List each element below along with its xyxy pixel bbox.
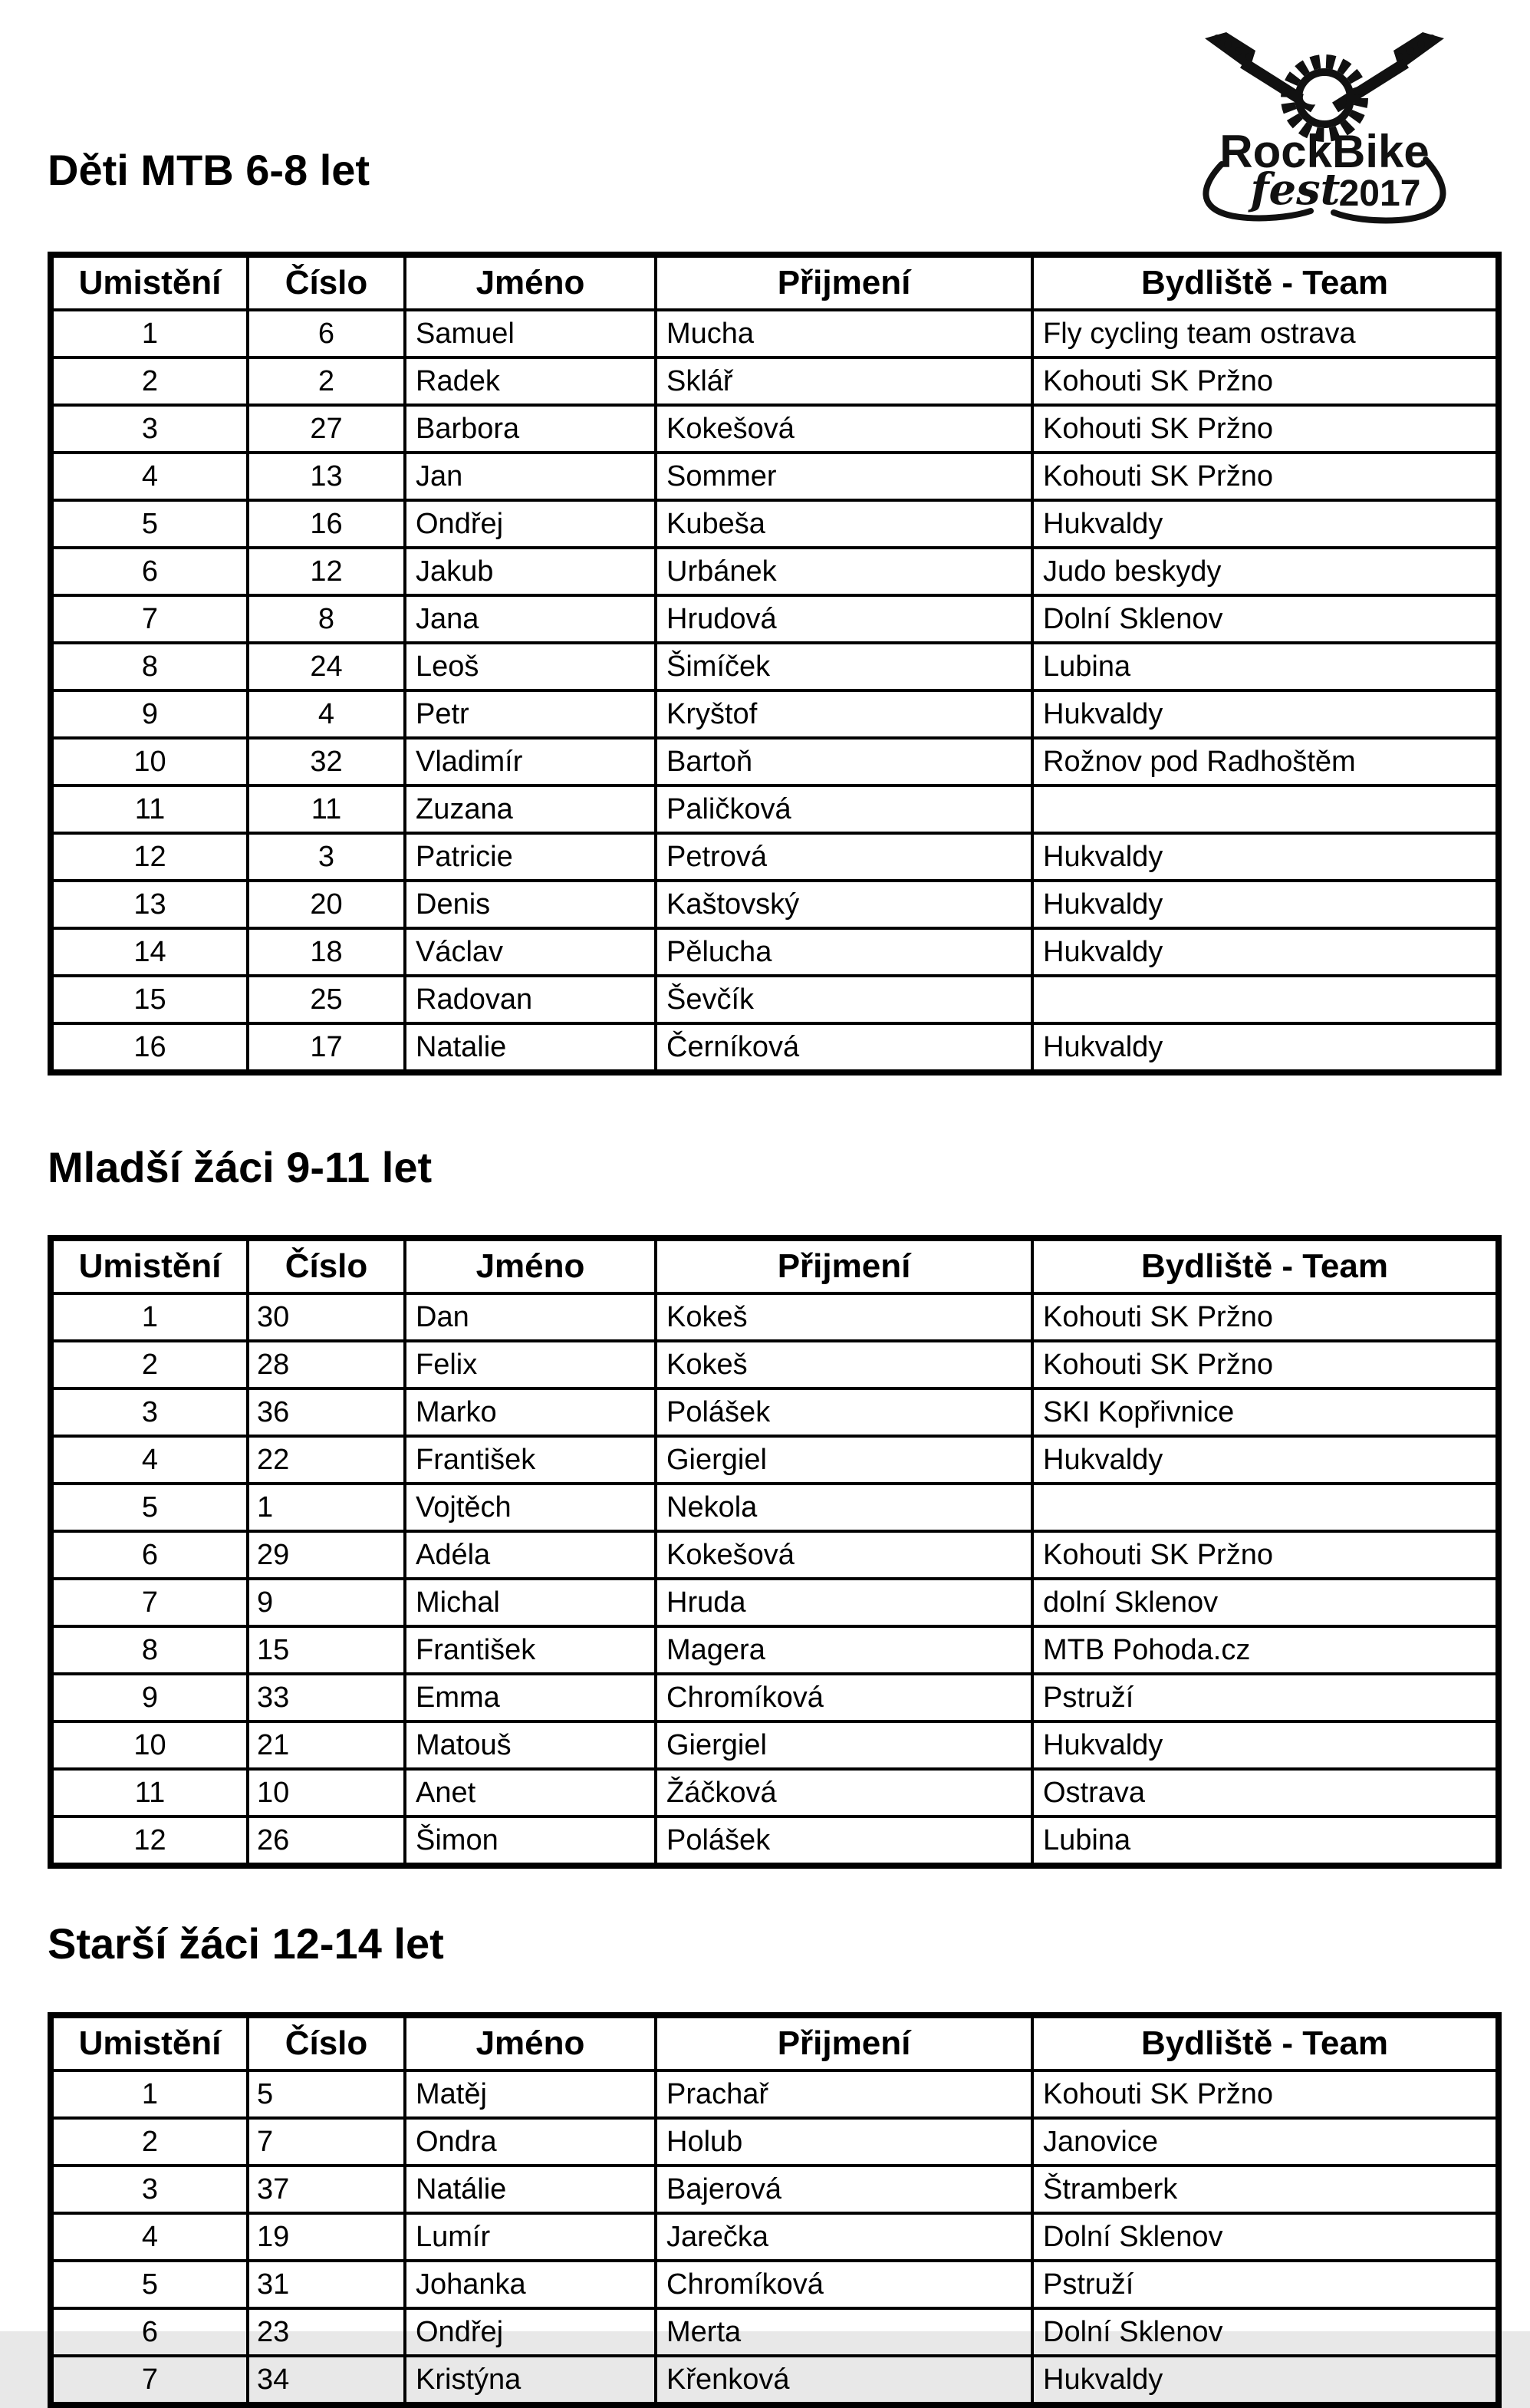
- cell-team: Hukvaldy: [1032, 2356, 1499, 2405]
- cell-place: 4: [51, 453, 248, 500]
- section-title: Mladší žáci 9-11 let: [48, 1143, 433, 1191]
- cell-firstname: Marko: [405, 1388, 656, 1436]
- cell-number: 10: [248, 1769, 405, 1817]
- cell-number: 33: [248, 1674, 405, 1721]
- table-row: [51, 2308, 1499, 2356]
- cell-team: Dolní Sklenov: [1032, 2213, 1499, 2261]
- cell-team: [1032, 786, 1499, 833]
- cell-number: 9: [248, 1579, 405, 1626]
- cell-firstname: Barbora: [405, 405, 656, 453]
- column-header: Bydliště - Team: [1032, 255, 1499, 310]
- cell-place: 5: [51, 1484, 248, 1531]
- cell-place: 2: [51, 1341, 248, 1388]
- cell-place: 9: [51, 1674, 248, 1721]
- cell-number: 23: [248, 2308, 405, 2356]
- table-row: [51, 2213, 1499, 2261]
- cell-surname: Kokeš: [656, 1293, 1032, 1341]
- cell-team: Rožnov pod Radhoštěm: [1032, 738, 1499, 786]
- cell-team: Lubina: [1032, 643, 1499, 690]
- cell-firstname: Kristýna: [405, 2356, 656, 2405]
- table-row: [51, 833, 1499, 881]
- table-row: [51, 1341, 1499, 1388]
- cell-place: 10: [51, 1721, 248, 1769]
- column-header: Umistění: [51, 1238, 248, 1293]
- cell-surname: Bajerová: [656, 2166, 1032, 2213]
- cell-team: Ostrava: [1032, 1769, 1499, 1817]
- cell-place: 1: [51, 2070, 248, 2118]
- table-row: [51, 2166, 1499, 2213]
- cell-place: 11: [51, 786, 248, 833]
- cell-firstname: Vojtěch: [405, 1484, 656, 1531]
- cell-number: 7: [248, 2118, 405, 2166]
- column-header: Jméno: [405, 255, 656, 310]
- cell-number: 19: [248, 2213, 405, 2261]
- cell-firstname: Felix: [405, 1341, 656, 1388]
- cell-place: 12: [51, 1817, 248, 1866]
- column-header: Přijmení: [656, 2015, 1032, 2070]
- cell-number: 11: [248, 786, 405, 833]
- table-row: [51, 2070, 1499, 2118]
- cell-number: 37: [248, 2166, 405, 2213]
- table-row: [51, 548, 1499, 595]
- cell-number: 18: [248, 928, 405, 976]
- cell-team: Hukvaldy: [1032, 1436, 1499, 1484]
- cell-number: 17: [248, 1023, 405, 1072]
- cell-team: Fly cycling team ostrava: [1032, 310, 1499, 357]
- cell-number: 25: [248, 976, 405, 1023]
- cell-surname: Hruda: [656, 1579, 1032, 1626]
- cell-number: 16: [248, 500, 405, 548]
- cell-team: Kohouti SK Pržno: [1032, 1293, 1499, 1341]
- cell-number: 21: [248, 1721, 405, 1769]
- cell-surname: Pělucha: [656, 928, 1032, 976]
- table-row: [51, 500, 1499, 548]
- cell-team: Hukvaldy: [1032, 500, 1499, 548]
- table-row: [51, 738, 1499, 786]
- cell-place: 3: [51, 2166, 248, 2213]
- cell-number: 1: [248, 1484, 405, 1531]
- cell-surname: Černíková: [656, 1023, 1032, 1072]
- table-row: [51, 310, 1499, 357]
- cell-place: 12: [51, 833, 248, 881]
- table-row: [51, 976, 1499, 1023]
- column-header: Přijmení: [656, 255, 1032, 310]
- cell-firstname: Lumír: [405, 2213, 656, 2261]
- table-row: [51, 1579, 1499, 1626]
- cell-firstname: Zuzana: [405, 786, 656, 833]
- table-row: [51, 2356, 1499, 2405]
- cell-number: 6: [248, 310, 405, 357]
- cell-surname: Paličková: [656, 786, 1032, 833]
- cell-team: Dolní Sklenov: [1032, 595, 1499, 643]
- cell-number: 32: [248, 738, 405, 786]
- logo-year: 2017: [1338, 173, 1421, 214]
- cell-firstname: Matouš: [405, 1721, 656, 1769]
- cell-surname: Giergiel: [656, 1436, 1032, 1484]
- cell-place: 6: [51, 2308, 248, 2356]
- logo-title: RockBike: [1219, 126, 1430, 177]
- cell-place: 15: [51, 976, 248, 1023]
- cell-place: 7: [51, 1579, 248, 1626]
- cell-surname: Kokešová: [656, 1531, 1032, 1579]
- cell-place: 6: [51, 548, 248, 595]
- cell-number: 36: [248, 1388, 405, 1436]
- cell-place: 3: [51, 405, 248, 453]
- cell-team: [1032, 1484, 1499, 1531]
- cell-place: 2: [51, 2118, 248, 2166]
- cell-team: Hukvaldy: [1032, 690, 1499, 738]
- cell-surname: Polášek: [656, 1388, 1032, 1436]
- cell-firstname: Petr: [405, 690, 656, 738]
- cell-surname: Polášek: [656, 1817, 1032, 1866]
- table-row: [51, 1531, 1499, 1579]
- cell-number: 13: [248, 453, 405, 500]
- table-row: [51, 1674, 1499, 1721]
- cell-team: Kohouti SK Pržno: [1032, 1341, 1499, 1388]
- cell-firstname: Ondřej: [405, 2308, 656, 2356]
- cell-surname: Šimíček: [656, 643, 1032, 690]
- cell-surname: Křenková: [656, 2356, 1032, 2405]
- column-header: Umistění: [51, 255, 248, 310]
- cell-team: Dolní Sklenov: [1032, 2308, 1499, 2356]
- cell-number: 15: [248, 1626, 405, 1674]
- cell-surname: Sklář: [656, 357, 1032, 405]
- table-row: [51, 2261, 1499, 2308]
- cell-firstname: Jakub: [405, 548, 656, 595]
- cell-team: Judo beskydy: [1032, 548, 1499, 595]
- cell-number: 31: [248, 2261, 405, 2308]
- cell-number: 3: [248, 833, 405, 881]
- cell-place: 10: [51, 738, 248, 786]
- cell-surname: Ševčík: [656, 976, 1032, 1023]
- table-row: [51, 1023, 1499, 1072]
- cell-firstname: Vladimír: [405, 738, 656, 786]
- column-header: Číslo: [248, 255, 405, 310]
- cell-number: 2: [248, 357, 405, 405]
- section-title: Starší žáci 12-14 let: [48, 1919, 444, 1968]
- table-row: [51, 2118, 1499, 2166]
- table-row: [51, 881, 1499, 928]
- cell-number: 4: [248, 690, 405, 738]
- cell-team: Kohouti SK Pržno: [1032, 2070, 1499, 2118]
- header-row: [51, 2015, 1499, 2070]
- header-row: [51, 1238, 1499, 1293]
- cell-firstname: Šimon: [405, 1817, 656, 1866]
- table-row: [51, 1721, 1499, 1769]
- cell-team: MTB Pohoda.cz: [1032, 1626, 1499, 1674]
- table-row: [51, 453, 1499, 500]
- cell-surname: Nekola: [656, 1484, 1032, 1531]
- section-mladsi-zaci: [0, 1076, 1530, 1869]
- cell-team: Pstruží: [1032, 2261, 1499, 2308]
- cell-team: Hukvaldy: [1032, 881, 1499, 928]
- cell-firstname: Samuel: [405, 310, 656, 357]
- cell-firstname: Denis: [405, 881, 656, 928]
- cell-surname: Hrudová: [656, 595, 1032, 643]
- cell-team: Janovice: [1032, 2118, 1499, 2166]
- table-row: [51, 1626, 1499, 1674]
- table-row: [51, 405, 1499, 453]
- cell-firstname: Anet: [405, 1769, 656, 1817]
- table-row: [51, 1436, 1499, 1484]
- table-row: [51, 595, 1499, 643]
- chainring-icon: [1288, 61, 1361, 135]
- cell-firstname: František: [405, 1626, 656, 1674]
- cell-surname: Giergiel: [656, 1721, 1032, 1769]
- cell-place: 7: [51, 2356, 248, 2405]
- cell-firstname: Natalie: [405, 1023, 656, 1072]
- cell-number: 30: [248, 1293, 405, 1341]
- cell-firstname: Michal: [405, 1579, 656, 1626]
- cell-firstname: Emma: [405, 1674, 656, 1721]
- cell-surname: Magera: [656, 1626, 1032, 1674]
- cell-firstname: Radek: [405, 357, 656, 405]
- cell-place: 11: [51, 1769, 248, 1817]
- cell-place: 2: [51, 357, 248, 405]
- cell-number: 26: [248, 1817, 405, 1866]
- cell-team: Hukvaldy: [1032, 1721, 1499, 1769]
- table-row: [51, 928, 1499, 976]
- cell-firstname: Václav: [405, 928, 656, 976]
- cell-place: 13: [51, 881, 248, 928]
- column-header: Číslo: [248, 2015, 405, 2070]
- cell-place: 4: [51, 1436, 248, 1484]
- table-row: [51, 1817, 1499, 1866]
- cell-surname: Kubeša: [656, 500, 1032, 548]
- cell-number: 24: [248, 643, 405, 690]
- table-row: [51, 1484, 1499, 1531]
- cell-surname: Chromíková: [656, 1674, 1032, 1721]
- cell-place: 3: [51, 1388, 248, 1436]
- cell-firstname: Radovan: [405, 976, 656, 1023]
- cell-place: 16: [51, 1023, 248, 1072]
- cell-firstname: Dan: [405, 1293, 656, 1341]
- cell-place: 7: [51, 595, 248, 643]
- cell-firstname: Matěj: [405, 2070, 656, 2118]
- section-starsi-zaci: [0, 1869, 1530, 2408]
- cell-surname: Bartoň: [656, 738, 1032, 786]
- cell-place: 14: [51, 928, 248, 976]
- results-table: [48, 1235, 1502, 1869]
- column-header: Bydliště - Team: [1032, 2015, 1499, 2070]
- column-header: Číslo: [248, 1238, 405, 1293]
- table-row: [51, 1769, 1499, 1817]
- rockbike-logo: [1182, 28, 1467, 226]
- column-header: Jméno: [405, 2015, 656, 2070]
- cell-team: Kohouti SK Pržno: [1032, 453, 1499, 500]
- cell-team: Hukvaldy: [1032, 928, 1499, 976]
- table-row: [51, 1388, 1499, 1436]
- results-table: [48, 252, 1502, 1076]
- cell-surname: Urbánek: [656, 548, 1032, 595]
- cell-number: 28: [248, 1341, 405, 1388]
- cell-place: 9: [51, 690, 248, 738]
- cell-surname: Kokeš: [656, 1341, 1032, 1388]
- column-header: Jméno: [405, 1238, 656, 1293]
- cell-number: 27: [248, 405, 405, 453]
- cell-surname: Kaštovský: [656, 881, 1032, 928]
- cell-team: [1032, 976, 1499, 1023]
- cell-firstname: František: [405, 1436, 656, 1484]
- logo-fest: fest: [1250, 164, 1341, 215]
- cell-surname: Jarečka: [656, 2213, 1032, 2261]
- table-row: [51, 643, 1499, 690]
- cell-number: 22: [248, 1436, 405, 1484]
- column-header: Přijmení: [656, 1238, 1032, 1293]
- cell-number: 34: [248, 2356, 405, 2405]
- cell-team: Kohouti SK Pržno: [1032, 405, 1499, 453]
- cell-firstname: Jan: [405, 453, 656, 500]
- column-header: Umistění: [51, 2015, 248, 2070]
- cell-place: 1: [51, 1293, 248, 1341]
- cell-firstname: Natálie: [405, 2166, 656, 2213]
- cell-place: 8: [51, 1626, 248, 1674]
- cell-team: SKI Kopřivnice: [1032, 1388, 1499, 1436]
- cell-team: Kohouti SK Pržno: [1032, 1531, 1499, 1579]
- table-row: [51, 1293, 1499, 1341]
- cell-surname: Mucha: [656, 310, 1032, 357]
- cell-number: 12: [248, 548, 405, 595]
- cell-place: 5: [51, 2261, 248, 2308]
- cell-team: Lubina: [1032, 1817, 1499, 1866]
- section-title: Děti MTB 6-8 let: [48, 146, 370, 194]
- cell-surname: Žáčková: [656, 1769, 1032, 1817]
- cell-firstname: Patricie: [405, 833, 656, 881]
- table-row: [51, 786, 1499, 833]
- cell-surname: Kokešová: [656, 405, 1032, 453]
- table-row: [51, 357, 1499, 405]
- cell-firstname: Ondra: [405, 2118, 656, 2166]
- cell-place: 6: [51, 1531, 248, 1579]
- cell-team: dolní Sklenov: [1032, 1579, 1499, 1626]
- cell-firstname: Jana: [405, 595, 656, 643]
- cell-surname: Prachař: [656, 2070, 1032, 2118]
- cell-firstname: Leoš: [405, 643, 656, 690]
- cell-place: 4: [51, 2213, 248, 2261]
- table-row: [51, 690, 1499, 738]
- cell-surname: Sommer: [656, 453, 1032, 500]
- column-header: Bydliště - Team: [1032, 1238, 1499, 1293]
- cell-firstname: Adéla: [405, 1531, 656, 1579]
- cell-surname: Petrová: [656, 833, 1032, 881]
- cell-number: 29: [248, 1531, 405, 1579]
- cell-firstname: Ondřej: [405, 500, 656, 548]
- cell-place: 8: [51, 643, 248, 690]
- cell-number: 8: [248, 595, 405, 643]
- cell-team: Pstruží: [1032, 1674, 1499, 1721]
- cell-number: 5: [248, 2070, 405, 2118]
- cell-surname: Kryštof: [656, 690, 1032, 738]
- cell-place: 5: [51, 500, 248, 548]
- cell-team: Kohouti SK Pržno: [1032, 357, 1499, 405]
- results-table: [48, 2012, 1502, 2408]
- header-row: [51, 255, 1499, 310]
- cell-surname: Chromíková: [656, 2261, 1032, 2308]
- cell-team: Hukvaldy: [1032, 833, 1499, 881]
- cell-surname: Holub: [656, 2118, 1032, 2166]
- cell-team: Hukvaldy: [1032, 1023, 1499, 1072]
- cell-surname: Merta: [656, 2308, 1032, 2356]
- cell-number: 20: [248, 881, 405, 928]
- cell-place: 1: [51, 310, 248, 357]
- cell-team: Štramberk: [1032, 2166, 1499, 2213]
- cell-firstname: Johanka: [405, 2261, 656, 2308]
